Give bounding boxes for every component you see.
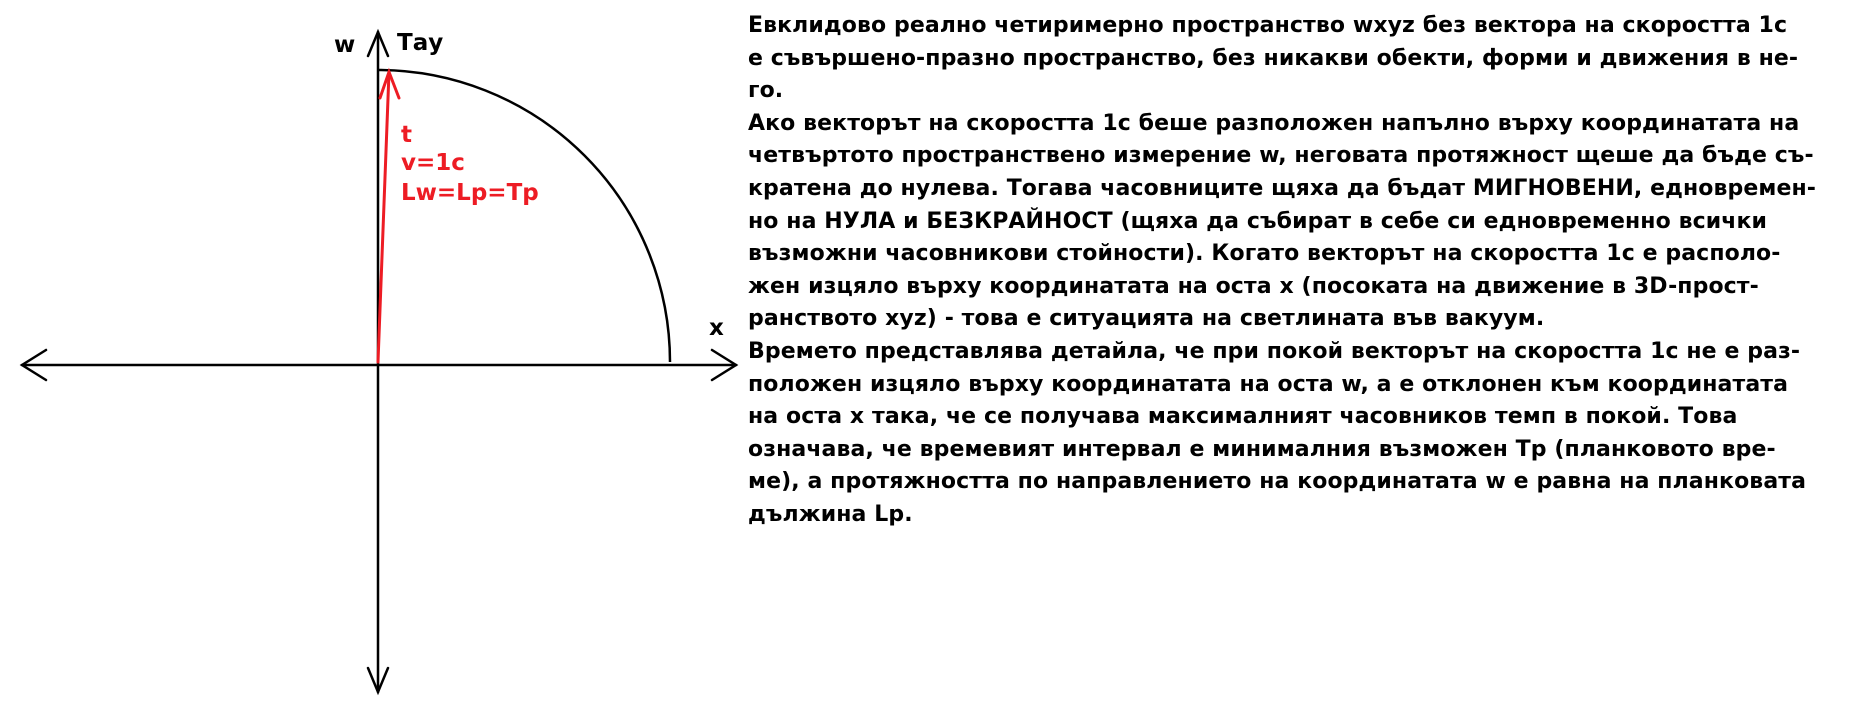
spacetime-diagram	[0, 0, 760, 726]
text-line: но на НУЛА и БЕЗКРАЙНОСТ (щяха да събират в себе си едновременно всички	[748, 208, 1768, 234]
text-line: е съвършено-празно пространство, без никакви обекти, форми и движения в не-	[748, 45, 1799, 71]
description-text	[748, 10, 1860, 532]
text-line: го.	[748, 78, 784, 104]
text-line: означава, че времевият интервал е минималния възможен Tp (планковото вре-	[748, 436, 1776, 462]
vector-label-equality: Lw=Lp=Tp	[401, 180, 539, 206]
x-axis-label: x	[709, 315, 724, 341]
tau-axis-label: Тау	[397, 30, 444, 56]
velocity-vector-shaft	[378, 72, 389, 362]
text-line: ме), а протяжността по направлението на координатата w е равна на планковата	[748, 469, 1807, 495]
text-line: Евклидово реално четиримерно пространство wxyz без вектора на скоростта 1с	[748, 13, 1788, 38]
text-line: жен изцяло върху координатата на оста x (посоката на движение в 3D-прост-	[748, 273, 1759, 299]
vector-label-velocity: v=1c	[401, 150, 465, 176]
text-line: положен изцяло върху координатата на оста w, а е отклонен към координатата	[748, 371, 1789, 397]
velocity-vector	[378, 72, 399, 362]
text-line: кратена до нулева. Тогава часовниците щяха да бъдат МИГНОВЕНИ, едновремен-	[748, 175, 1817, 201]
vector-label-t: t	[401, 122, 412, 148]
text-line: четвъртото пространствено измерение w, неговата протяжност щеше да бъде съ-	[748, 143, 1814, 169]
quarter-circle-arc	[378, 70, 670, 362]
text-line: ранството xyz) - това е ситуацията на светлината във вакуум.	[748, 306, 1545, 332]
w-axis-label: w	[334, 32, 356, 58]
text-line: Ако векторът на скоростта 1с беше разположен напълно върху координатата на	[748, 110, 1800, 136]
text-line: Времето представлява детайла, че при покой векторът на скоростта 1с не е раз-	[748, 338, 1801, 364]
text-line: възможни часовникови стойности). Когато векторът на скоростта 1с е располо-	[748, 241, 1781, 267]
text-line: на оста x така, че се получава максималният часовников темп в покой. Това	[748, 404, 1738, 430]
text-line: дължина Lp.	[748, 501, 913, 527]
